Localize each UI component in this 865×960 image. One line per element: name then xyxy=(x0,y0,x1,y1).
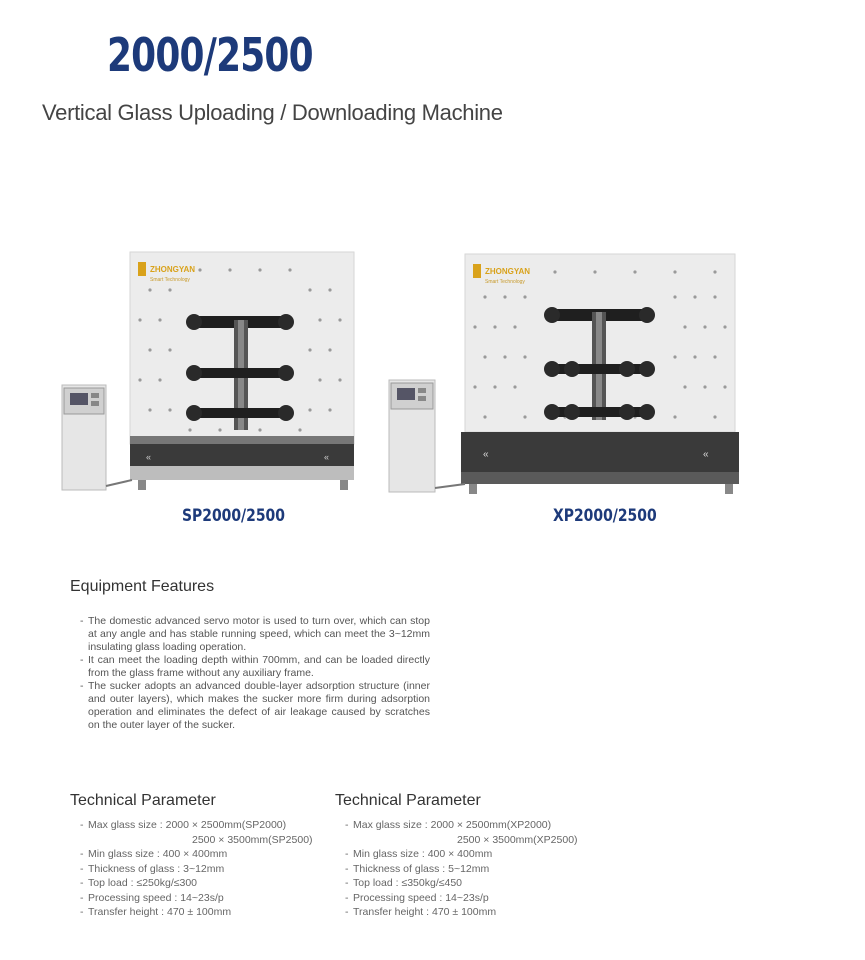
features-heading: Equipment Features xyxy=(70,578,215,595)
param-item: - Thickness of glass : 3~12mm xyxy=(80,862,313,877)
brand-logo: ZHONGYAN xyxy=(485,267,531,276)
params-left xyxy=(70,792,313,920)
xp-machine-image xyxy=(385,252,745,497)
xp-machine-caption: XP2000/2500 xyxy=(553,506,657,526)
param-item: - Top load : ≤250kg/≤300 xyxy=(80,876,313,891)
param-item: - Transfer height : 470 ± 100mm xyxy=(345,905,578,920)
param-item: - Thickness of glass : 5~12mm xyxy=(345,862,578,877)
brand-tagline: Smart Technology xyxy=(150,277,190,283)
svg-text:«: « xyxy=(703,449,709,460)
param-item: - Top load : ≤350kg/≤450 xyxy=(345,876,578,891)
svg-text:«: « xyxy=(483,449,489,460)
params-right-heading: Technical Parameter xyxy=(335,792,481,809)
sp-machine-caption: SP2000/2500 xyxy=(182,506,285,526)
feature-item: - The sucker adopts an advanced double-layer adsorption structure (inner and outer layers), which makes the sucker more firm during adsorption operation and eliminates the defect of air leakage caused by scratches on the outer layer of the sucker. xyxy=(80,680,430,732)
param-item: - Transfer height : 470 ± 100mm xyxy=(80,905,313,920)
param-item: - Max glass size : 2000 × 2500mm(SP2000) xyxy=(80,818,313,833)
param-item: - Processing speed : 14~23s/p xyxy=(345,891,578,906)
brand-tagline: Smart Technology xyxy=(485,279,525,285)
params-left-heading: Technical Parameter xyxy=(70,792,216,809)
param-item: - Max glass size : 2000 × 2500mm(XP2000) xyxy=(345,818,578,833)
page-subtitle: Vertical Glass Uploading / Downloading Machine xyxy=(42,100,503,125)
page-title: 2000/2500 xyxy=(107,28,313,82)
param-item: 2500 × 3500mm(XP2500) xyxy=(457,833,578,846)
param-item: - Processing speed : 14~23s/p xyxy=(80,891,313,906)
svg-text:«: « xyxy=(146,452,152,462)
param-item: - Min glass size : 400 × 400mm xyxy=(80,847,313,862)
param-item: 2500 × 3500mm(SP2500) xyxy=(192,833,313,846)
params-right xyxy=(335,792,578,920)
feature-item: - The domestic advanced servo motor is used to turn over, which can stop at any angle and has stable running speed, which can meet the 3~12mm insulating glass loading operation. xyxy=(80,615,430,654)
feature-item: - It can meet the loading depth within 700mm, and can be loaded directly from the glass frame without any auxiliary frame. xyxy=(80,654,430,680)
svg-text:«: « xyxy=(324,452,330,462)
param-item: - Min glass size : 400 × 400mm xyxy=(345,847,578,862)
sp-machine-image xyxy=(60,250,360,500)
features-list xyxy=(80,615,430,732)
brand-logo: ZHONGYAN xyxy=(150,265,196,274)
